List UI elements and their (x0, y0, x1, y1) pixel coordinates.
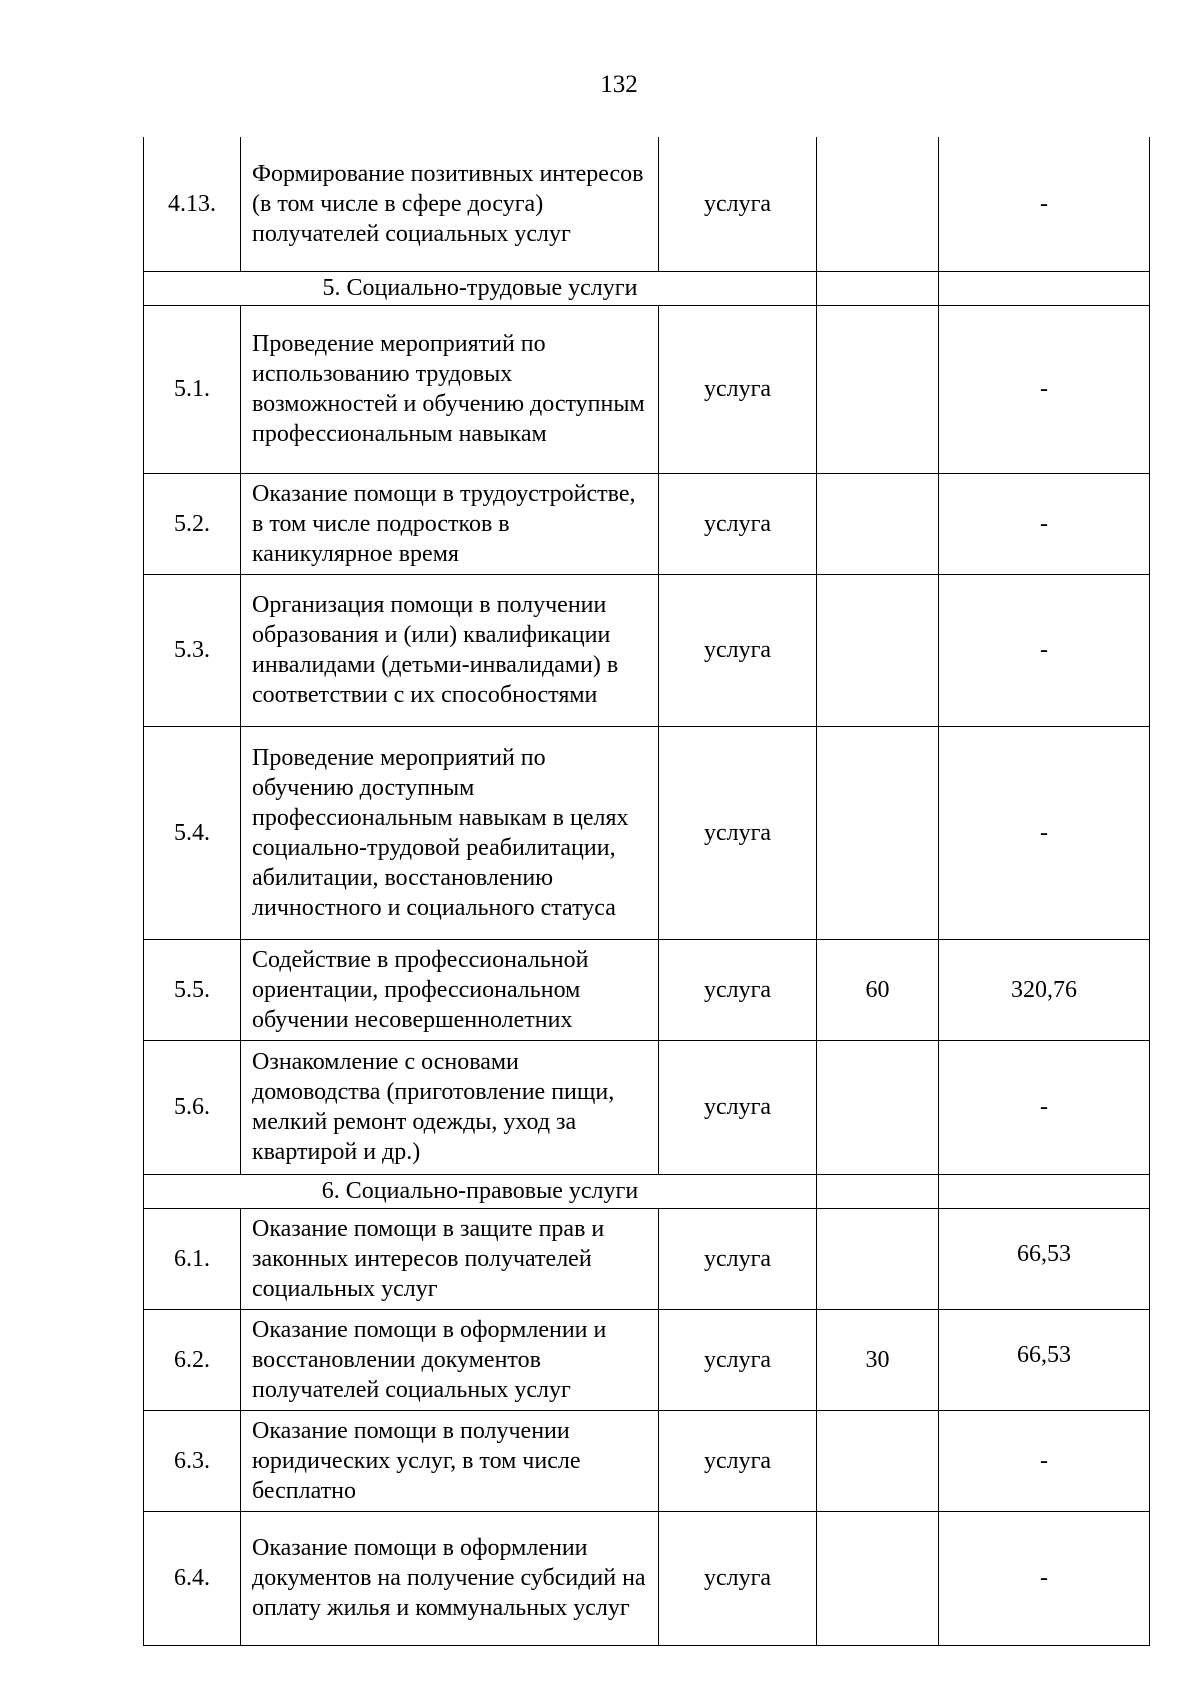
table-row (144, 1208, 1150, 1309)
row-number: 5.5. (144, 939, 241, 1040)
price-cell (939, 1208, 1150, 1309)
price-value: 66,53 (1017, 1341, 1071, 1368)
page-number: 132 (600, 71, 638, 98)
row-number: 5.1. (144, 305, 241, 473)
quantity-cell (817, 305, 939, 473)
quantity-cell (817, 473, 939, 574)
row-number: 5.2. (144, 473, 241, 574)
row-number: 5.3. (144, 574, 241, 726)
section-title: 6. Социально-правовые услуги (144, 1174, 817, 1208)
unit-cell: услуга (659, 473, 817, 574)
unit-cell: услуга (659, 1410, 817, 1511)
service-name: Оказание помощи в защите прав и законных интересов получателей социальных услуг (241, 1208, 659, 1309)
unit-cell: услуга (659, 574, 817, 726)
unit-cell: услуга (659, 1511, 817, 1645)
quantity-cell (817, 1410, 939, 1511)
row-number: 6.3. (144, 1410, 241, 1511)
table-row (144, 305, 1150, 473)
quantity-cell (817, 137, 939, 271)
row-number: 6.4. (144, 1511, 241, 1645)
unit-cell: услуга (659, 726, 817, 939)
section-row (144, 271, 1150, 305)
service-name: Содействие в профессиональной ориентации, профессиональном обучении несовершеннолетних (241, 939, 659, 1040)
services-table (143, 137, 1150, 1646)
price-cell: - (939, 305, 1150, 473)
table-row (144, 1040, 1150, 1174)
price-cell: - (939, 1410, 1150, 1511)
quantity-cell (817, 574, 939, 726)
price-cell: 320,76 (939, 939, 1150, 1040)
service-name: Оказание помощи в трудоустройстве, в том числе подростков в каникулярное время (241, 473, 659, 574)
quantity-cell (817, 726, 939, 939)
table-row (144, 1511, 1150, 1645)
row-number: 5.6. (144, 1040, 241, 1174)
price-cell (939, 1309, 1150, 1410)
price-cell: - (939, 1511, 1150, 1645)
quantity-cell (817, 1511, 939, 1645)
service-name: Ознакомление с основами домоводства (приготовление пищи, мелкий ремонт одежды, уход за квартирой и др.) (241, 1040, 659, 1174)
section-row (144, 1174, 1150, 1208)
price-cell: - (939, 473, 1150, 574)
unit-cell: услуга (659, 939, 817, 1040)
quantity-cell (817, 1174, 939, 1208)
price-cell: - (939, 726, 1150, 939)
service-name: Оказание помощи в оформлении документов на получение субсидий на оплату жилья и коммунальных услуг (241, 1511, 659, 1645)
table-row (144, 473, 1150, 574)
quantity-cell (817, 1040, 939, 1174)
table-row (144, 1309, 1150, 1410)
row-number: 4.13. (144, 137, 241, 271)
service-name: Организация помощи в получении образования и (или) квалификации инвалидами (детьми-инвалидами) в соответствии с их способностями (241, 574, 659, 726)
quantity-cell: 30 (817, 1309, 939, 1410)
unit-cell: услуга (659, 1040, 817, 1174)
price-cell (939, 271, 1150, 305)
price-value: 66,53 (1017, 1240, 1071, 1267)
table-row (144, 939, 1150, 1040)
table-row (144, 1410, 1150, 1511)
price-cell: - (939, 574, 1150, 726)
price-cell: - (939, 137, 1150, 271)
service-name: Оказание помощи в оформлении и восстановлении документов получателей социальных услуг (241, 1309, 659, 1410)
quantity-cell: 60 (817, 939, 939, 1040)
table-row (144, 137, 1150, 271)
row-number: 6.1. (144, 1208, 241, 1309)
service-name: Оказание помощи в получении юридических услуг, в том числе бесплатно (241, 1410, 659, 1511)
price-cell: - (939, 1040, 1150, 1174)
unit-cell: услуга (659, 305, 817, 473)
row-number: 5.4. (144, 726, 241, 939)
service-name: Проведение мероприятий по использованию трудовых возможностей и обучению доступным профессиональным навыкам (241, 305, 659, 473)
unit-cell: услуга (659, 1208, 817, 1309)
service-name: Формирование позитивных интересов (в том числе в сфере досуга) получателей социальных услуг (241, 137, 659, 271)
section-title: 5. Социально-трудовые услуги (144, 271, 817, 305)
quantity-cell (817, 271, 939, 305)
row-number: 6.2. (144, 1309, 241, 1410)
price-cell (939, 1174, 1150, 1208)
quantity-cell (817, 1208, 939, 1309)
table-row (144, 574, 1150, 726)
unit-cell: услуга (659, 137, 817, 271)
service-name: Проведение мероприятий по обучению доступным профессиональным навыкам в целях социально-трудовой реабилитации, абилитации, восстановлению личностного и социального статуса (241, 726, 659, 939)
table-row (144, 726, 1150, 939)
unit-cell: услуга (659, 1309, 817, 1410)
